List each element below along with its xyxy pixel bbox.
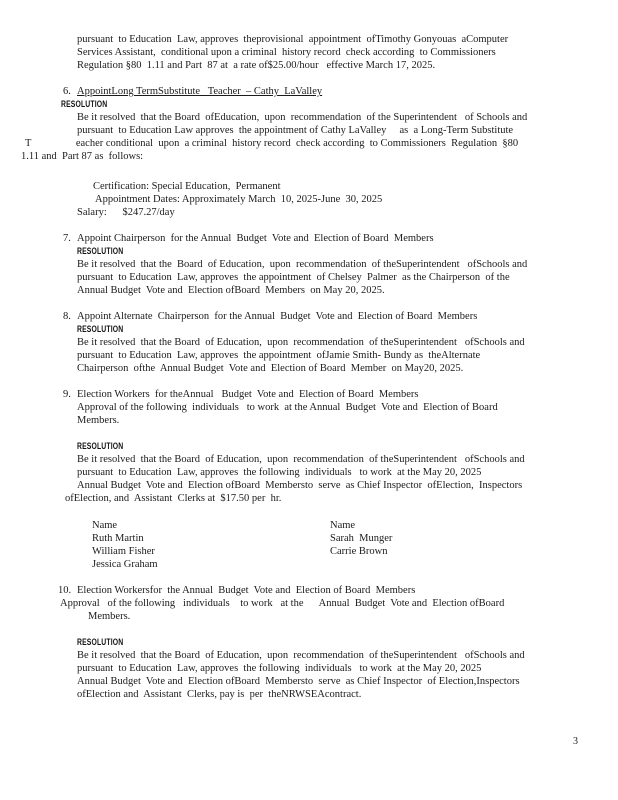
- item-6: [0, 85, 618, 163]
- item-8-body-line: pursuant to Education Law, approves the appointment ofJamie Smith- Bundy as theAlternate: [77, 350, 481, 361]
- intro-line: pursuant to Education Law, approves theprovisional appointment ofTimothy Gonyouas aComputer: [77, 34, 509, 45]
- item-6-resolution-label: RESOLUTION: [61, 99, 108, 110]
- names-col1-header: Name: [92, 520, 118, 531]
- name-cell: Sarah Munger: [330, 533, 393, 544]
- item-8-body-line: Chairperson ofthe Annual Budget Vote and Election of Board Member on May20, 2025.: [77, 363, 464, 374]
- salary-line: Salary: $247.27/day: [77, 207, 175, 218]
- names-row: [0, 532, 618, 545]
- item-6-body-line: T eacher conditional upon a criminal history record check according to Commissioners Regulation §80: [25, 138, 519, 149]
- item-10-para-line: Members.: [88, 611, 131, 622]
- item-10-heading: [0, 584, 618, 597]
- names-row: [0, 545, 618, 558]
- item-10-body-line: pursuant to Education Law, approves the following individuals to work at the May 20, 2025: [77, 663, 482, 674]
- names-col2-header: Name: [330, 520, 356, 531]
- appointment-dates-line: Appointment Dates: Approximately March 10, 2025-June 30, 2025: [95, 194, 383, 205]
- item-10-body-line: Annual Budget Vote and Election ofBoard Membersto serve as Chief Inspector of Election,Inspectors: [77, 676, 520, 687]
- item-7: [0, 232, 618, 297]
- name-cell: Jessica Graham: [92, 559, 158, 570]
- item-9-para-line: Approval of the following individuals to work at the Annual Budget Vote and Election of Board: [77, 402, 498, 413]
- item-7-title: Appoint Chairperson for the Annual Budget Vote and Election of Board Members: [77, 233, 434, 244]
- item-8-resolution-label: RESOLUTION: [77, 324, 124, 335]
- item-7-number: 7.: [63, 233, 71, 244]
- item-9-heading: [0, 388, 618, 401]
- item-10-number: 10.: [58, 585, 72, 596]
- item-6-title: AppointLong TermSubstitute Teacher – Cathy LaValley: [77, 86, 323, 97]
- item-9-resolution-label: RESOLUTION: [77, 441, 124, 452]
- item-7-body-line: Be it resolved that the Board of Education, upon recommendation of theSuperintendent ofSchools and: [77, 259, 528, 270]
- item-6-body-line: 1.11 and Part 87 as follows:: [21, 151, 144, 162]
- page-number: 3: [573, 736, 578, 747]
- names-table: [0, 519, 618, 571]
- item-7-resolution-label: RESOLUTION: [77, 246, 124, 257]
- names-row: [0, 558, 618, 571]
- intro-line: Services Assistant, conditional upon a criminal history record check according to Commissioners: [77, 47, 496, 58]
- item-9-body-line: Annual Budget Vote and Election ofBoard Membersto serve as Chief Inspector ofElection, Inspectors: [77, 480, 523, 491]
- intro-paragraph: [0, 33, 618, 72]
- item-8: [0, 310, 618, 375]
- item-6-details: [0, 180, 618, 219]
- item-8-body-line: Be it resolved that the Board of Education, upon recommendation of theSuperintendent ofSchools and: [77, 337, 525, 348]
- item-6-number: 6.: [63, 86, 71, 97]
- name-cell: William Fisher: [92, 546, 155, 557]
- item-6-body-line: Be it resolved that the Board ofEducation, upon recommendation of the Superintendent of Schools and: [77, 112, 528, 123]
- item-7-heading: [0, 232, 618, 245]
- item-9-para-line: Members.: [77, 415, 120, 426]
- item-6-heading: [0, 85, 618, 98]
- item-6-body-line: pursuant to Education Law approves the appointment of Cathy LaValley as a Long-Term Substitute: [77, 125, 514, 136]
- name-cell: Ruth Martin: [92, 533, 144, 544]
- item-9-number: 9.: [63, 389, 71, 400]
- spacer: [0, 623, 618, 636]
- spacer: [0, 427, 618, 440]
- item-9: [0, 388, 618, 505]
- item-9-title: Election Workers for theAnnual Budget Vote and Election of Board Members: [77, 389, 419, 400]
- item-9-body-line: ofElection, and Assistant Clerks at $17.50 per hr.: [65, 493, 282, 504]
- item-7-body-line: Annual Budget Vote and Election ofBoard Members on May 20, 2025.: [77, 285, 385, 296]
- item-8-title: Appoint Alternate Chairperson for the Annual Budget Vote and Election of Board Members: [77, 311, 478, 322]
- name-cell: Carrie Brown: [330, 546, 388, 557]
- item-10-para-line: Approval of the following individuals to work at the Annual Budget Vote and Election ofBoard: [60, 598, 505, 609]
- names-header-row: [0, 519, 618, 532]
- item-10-resolution-label: RESOLUTION: [77, 637, 124, 648]
- item-8-number: 8.: [63, 311, 71, 322]
- item-10-body-line: Be it resolved that the Board of Education, upon recommendation of theSuperintendent ofSchools and: [77, 650, 525, 661]
- intro-line: Regulation §80 1.11 and Part 87 at a rate of$25.00/hour effective March 17, 2025.: [77, 60, 436, 71]
- item-9-body-line: Be it resolved that the Board of Education, upon recommendation of theSuperintendent ofSchools and: [77, 454, 525, 465]
- item-8-heading: [0, 310, 618, 323]
- certification-line: Certification: Special Education, Permanent: [93, 181, 281, 192]
- item-7-body-line: pursuant to Education Law, approves the appointment of Chelsey Palmer as the Chairperson of the: [77, 272, 510, 283]
- item-9-body-line: pursuant to Education Law, approves the following individuals to work at the May 20, 2025: [77, 467, 482, 478]
- item-10-title: Election Workersfor the Annual Budget Vote and Election of Board Members: [77, 585, 416, 596]
- item-10-body-line: ofElection and Assistant Clerks, pay is per theNRWSEAcontract.: [77, 689, 362, 700]
- item-10: [0, 584, 618, 701]
